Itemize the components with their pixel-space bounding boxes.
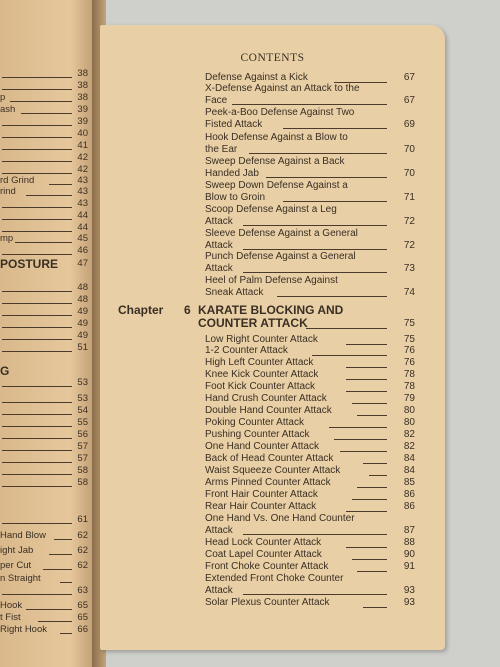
entry-page-number: 93 bbox=[403, 597, 415, 608]
contents-entry bbox=[205, 83, 415, 106]
left-page-row-page: 43 bbox=[77, 186, 88, 197]
leader-line bbox=[43, 569, 72, 570]
leader-line bbox=[249, 153, 387, 154]
leader-line bbox=[2, 594, 72, 595]
leader-line bbox=[306, 328, 387, 329]
entry-title: Heel of Palm Defense Against Sneak Attack bbox=[205, 275, 338, 298]
entry-page-number: 84 bbox=[403, 465, 415, 476]
chapter-number: 6 bbox=[184, 303, 191, 317]
leader-line bbox=[2, 89, 72, 90]
left-page-row-page: 48 bbox=[77, 294, 88, 305]
left-page-row bbox=[0, 330, 92, 342]
leader-line bbox=[2, 339, 72, 340]
entry-title: Rear Hair Counter Attack bbox=[205, 501, 317, 512]
left-page-row-page: 57 bbox=[77, 453, 88, 464]
entry-page-number: 80 bbox=[403, 417, 415, 428]
contents-entry bbox=[205, 180, 415, 203]
leader-line bbox=[2, 327, 72, 328]
entry-page-number: 80 bbox=[403, 405, 415, 416]
leader-line bbox=[243, 272, 387, 273]
leader-line bbox=[2, 386, 72, 387]
left-page-row bbox=[0, 465, 92, 477]
left-page-row bbox=[0, 514, 92, 526]
left-page-row-page: 65 bbox=[77, 612, 88, 623]
left-page-row bbox=[0, 377, 92, 389]
left-page-row-page: 41 bbox=[77, 140, 88, 151]
leader-line bbox=[2, 523, 72, 524]
entry-page-number: 90 bbox=[403, 549, 415, 560]
entry-title: One Hand Counter Attack bbox=[205, 441, 319, 452]
entry-page-number: 72 bbox=[403, 215, 415, 227]
leader-line bbox=[54, 539, 72, 540]
contents-entry bbox=[205, 453, 415, 465]
left-page-row-page: 55 bbox=[77, 417, 88, 428]
contents-entry bbox=[205, 251, 415, 274]
left-page-row-page: 63 bbox=[77, 585, 88, 596]
entry-page-number: 88 bbox=[403, 537, 415, 548]
leader-line bbox=[346, 547, 387, 548]
contents-entry bbox=[205, 489, 415, 501]
left-page-row bbox=[0, 600, 92, 612]
entry-title: X-Defense Against an Attack to the Face bbox=[205, 83, 360, 106]
left-page-row bbox=[0, 318, 92, 330]
left-page-row bbox=[0, 393, 92, 405]
left-page-row-page: 53 bbox=[77, 377, 88, 388]
leader-line bbox=[49, 554, 72, 555]
leader-line bbox=[2, 231, 72, 232]
left-page-row-text: rd Grind bbox=[0, 175, 35, 186]
left-page-row-page: 38 bbox=[77, 92, 88, 103]
contents-entry bbox=[205, 369, 415, 381]
entry-title: Hook Defense Against a Blow to the Ear bbox=[205, 132, 348, 155]
left-page-row-page: 49 bbox=[77, 330, 88, 341]
left-page-row bbox=[0, 80, 92, 92]
leader-line bbox=[26, 195, 72, 196]
left-page-row-text: ight Jab bbox=[0, 545, 34, 556]
leader-line bbox=[10, 101, 72, 102]
leader-line bbox=[2, 219, 72, 220]
left-page-row bbox=[0, 245, 92, 257]
left-page-row-page: 42 bbox=[77, 164, 88, 175]
entry-title: Double Hand Counter Attack bbox=[205, 405, 332, 416]
leader-line bbox=[232, 104, 387, 105]
left-page-row bbox=[0, 429, 92, 441]
leader-line bbox=[346, 511, 387, 512]
contents-entry bbox=[205, 417, 415, 429]
entry-page-number: 69 bbox=[403, 118, 415, 130]
left-page-row-page: 49 bbox=[77, 306, 88, 317]
left-page-row-page: 56 bbox=[77, 429, 88, 440]
leader-line bbox=[283, 201, 387, 202]
leader-line bbox=[2, 173, 72, 174]
leader-line bbox=[26, 609, 72, 610]
leader-line bbox=[49, 184, 72, 185]
left-page-row bbox=[0, 453, 92, 465]
contents-entry bbox=[205, 501, 415, 513]
left-page-row-text: p bbox=[0, 92, 6, 103]
contents-entry bbox=[205, 537, 415, 549]
leader-line bbox=[2, 125, 72, 126]
leader-line bbox=[2, 77, 72, 78]
left-page-row-page: 47 bbox=[77, 258, 88, 269]
left-page-row bbox=[0, 128, 92, 140]
left-page-row-page: 44 bbox=[77, 222, 88, 233]
left-page-row bbox=[0, 233, 92, 245]
left-page-row-page: 38 bbox=[77, 80, 88, 91]
entry-page-number: 67 bbox=[403, 94, 415, 106]
left-page-row-text: Hook bbox=[0, 600, 23, 611]
leader-line bbox=[21, 113, 72, 114]
entry-title: One Hand Vs. One Hand Counter Attack bbox=[205, 513, 355, 536]
contents-entry bbox=[205, 393, 415, 405]
entry-title: Extended Front Choke Counter Attack bbox=[205, 573, 344, 596]
leader-line bbox=[329, 427, 387, 428]
entry-title: Waist Squeeze Counter Attack bbox=[205, 465, 341, 476]
leader-line bbox=[277, 296, 387, 297]
leader-line bbox=[2, 303, 72, 304]
left-page-row-page: 62 bbox=[77, 560, 88, 571]
left-page-row-text: n Straight bbox=[0, 573, 41, 584]
left-page-row-text: t Fist bbox=[0, 612, 21, 623]
left-page-row bbox=[0, 306, 92, 318]
leader-line bbox=[2, 137, 72, 138]
entry-page-number: 67 bbox=[403, 72, 415, 83]
left-page-row bbox=[0, 477, 92, 489]
leader-line bbox=[352, 559, 388, 560]
left-page-row bbox=[0, 405, 92, 417]
entry-page-number: 82 bbox=[403, 441, 415, 452]
entry-page-number: 86 bbox=[403, 489, 415, 500]
leader-line bbox=[2, 462, 72, 463]
left-page-row-text: rind bbox=[0, 186, 16, 197]
contents-entry bbox=[205, 477, 415, 489]
entry-title: KARATE BLOCKING AND COUNTER ATTACK bbox=[198, 303, 344, 330]
entry-title: Solar Plexus Counter Attack bbox=[205, 597, 330, 608]
entry-page-number: 78 bbox=[403, 381, 415, 392]
left-page-row-page: 48 bbox=[77, 282, 88, 293]
entry-page-number: 91 bbox=[403, 561, 415, 572]
leader-line bbox=[363, 463, 387, 464]
leader-line bbox=[2, 414, 72, 415]
entry-title: Coat Lapel Counter Attack bbox=[205, 549, 322, 560]
leader-line bbox=[60, 582, 72, 583]
left-page-row-page: 49 bbox=[77, 318, 88, 329]
contents-entry bbox=[205, 381, 415, 393]
leader-line bbox=[2, 291, 72, 292]
entry-page-number: 70 bbox=[403, 143, 415, 155]
leader-line bbox=[243, 534, 387, 535]
left-page-row-page: 58 bbox=[77, 477, 88, 488]
left-page-row-page: 62 bbox=[77, 530, 88, 541]
leader-line bbox=[340, 451, 387, 452]
left-page-row-text: ash bbox=[0, 104, 16, 115]
leader-line bbox=[243, 594, 387, 595]
left-page-row bbox=[0, 198, 92, 210]
leader-line bbox=[369, 475, 387, 476]
left-page-row bbox=[0, 624, 92, 636]
entry-title: Low Right Counter Attack bbox=[205, 334, 318, 345]
right-page bbox=[100, 25, 445, 650]
left-page-row-text: G bbox=[0, 364, 10, 378]
left-page-row bbox=[0, 417, 92, 429]
entry-page-number: 87 bbox=[403, 524, 415, 536]
left-page-row bbox=[0, 116, 92, 128]
left-page-row bbox=[0, 258, 92, 270]
leader-line bbox=[243, 225, 387, 226]
entry-title: Back of Head Counter Attack bbox=[205, 453, 334, 464]
contents-entry bbox=[205, 334, 415, 346]
entry-title: Arms Pinned Counter Attack bbox=[205, 477, 331, 488]
leader-line bbox=[15, 242, 72, 243]
entry-page-number: 76 bbox=[403, 345, 415, 356]
entry-page-number: 75 bbox=[403, 334, 415, 345]
leader-line bbox=[2, 450, 72, 451]
contents-entry bbox=[205, 132, 415, 155]
contents-entry bbox=[205, 513, 415, 536]
left-page-row-page: 45 bbox=[77, 233, 88, 244]
leader-line bbox=[2, 207, 72, 208]
left-page-row bbox=[0, 282, 92, 294]
left-page-row-page: 44 bbox=[77, 210, 88, 221]
entry-page-number: 93 bbox=[403, 584, 415, 596]
chapter-heading bbox=[118, 304, 415, 330]
leader-line bbox=[363, 607, 387, 608]
leader-line bbox=[2, 351, 72, 352]
leader-line bbox=[334, 439, 387, 440]
entry-title: Poking Counter Attack bbox=[205, 417, 304, 428]
entry-page-number: 79 bbox=[403, 393, 415, 404]
leader-line bbox=[2, 486, 72, 487]
contents-entry bbox=[205, 405, 415, 417]
left-page-row bbox=[0, 152, 92, 164]
leader-line bbox=[38, 621, 72, 622]
entry-title: Sweep Defense Against a Back Handed Jab bbox=[205, 156, 345, 179]
contents-entry bbox=[205, 561, 415, 573]
leader-line bbox=[346, 379, 387, 380]
leader-line bbox=[2, 438, 72, 439]
leader-line bbox=[312, 355, 387, 356]
entry-page-number: 82 bbox=[403, 429, 415, 440]
left-page-row bbox=[0, 294, 92, 306]
left-page-row bbox=[0, 545, 92, 557]
leader-line bbox=[357, 415, 387, 416]
leader-line bbox=[357, 487, 387, 488]
entry-title: Peek-a-Boo Defense Against Two Fisted Attack bbox=[205, 107, 355, 130]
left-page-row-page: 66 bbox=[77, 624, 88, 635]
leader-line bbox=[266, 177, 387, 178]
left-page-row-page: 46 bbox=[77, 245, 88, 256]
left-page-row bbox=[0, 210, 92, 222]
left-page-row-text: POSTURE bbox=[0, 257, 59, 271]
entry-page-number: 76 bbox=[403, 357, 415, 368]
left-page-row bbox=[0, 140, 92, 152]
contents-entry bbox=[205, 573, 415, 596]
entry-title: Front Choke Counter Attack bbox=[205, 561, 329, 572]
left-page-row bbox=[0, 441, 92, 453]
contents-entry bbox=[205, 345, 415, 357]
entry-page-number: 78 bbox=[403, 369, 415, 380]
left-page-row bbox=[0, 530, 92, 542]
entry-title: Front Hair Counter Attack bbox=[205, 489, 318, 500]
left-page-row-page: 62 bbox=[77, 545, 88, 556]
left-page-row-page: 58 bbox=[77, 465, 88, 476]
contents-entry bbox=[205, 107, 415, 130]
leader-line bbox=[352, 403, 388, 404]
left-page-row-page: 40 bbox=[77, 128, 88, 139]
left-page-row bbox=[0, 186, 92, 198]
entry-page-number: 86 bbox=[403, 501, 415, 512]
entry-title: Pushing Counter Attack bbox=[205, 429, 310, 440]
entry-title: High Left Counter Attack bbox=[205, 357, 314, 368]
left-page bbox=[0, 0, 100, 667]
leader-line bbox=[2, 474, 72, 475]
left-page-row bbox=[0, 68, 92, 80]
leader-line bbox=[2, 149, 72, 150]
contents-entry bbox=[205, 357, 415, 369]
left-page-row-page: 42 bbox=[77, 152, 88, 163]
contents-entry bbox=[205, 204, 415, 227]
entry-title: Foot Kick Counter Attack bbox=[205, 381, 316, 392]
left-page-row-page: 39 bbox=[77, 104, 88, 115]
left-page-row-page: 65 bbox=[77, 600, 88, 611]
entry-title: 1-2 Counter Attack bbox=[205, 345, 288, 356]
left-page-row-page: 57 bbox=[77, 441, 88, 452]
left-page-row-text: Hand Blow bbox=[0, 530, 46, 541]
contents-entry bbox=[205, 228, 415, 251]
left-page-row bbox=[0, 342, 92, 354]
entry-title: Scoop Defense Against a Leg Attack bbox=[205, 204, 337, 227]
page-title: CONTENTS bbox=[240, 52, 305, 64]
left-page-row bbox=[0, 585, 92, 597]
chapter-label: Chapter bbox=[118, 303, 164, 317]
leader-line bbox=[2, 426, 72, 427]
leader-line bbox=[2, 402, 72, 403]
entry-page-number: 84 bbox=[403, 453, 415, 464]
left-page-row bbox=[0, 104, 92, 116]
left-page-row-page: 51 bbox=[77, 342, 88, 353]
entry-page-number: 71 bbox=[403, 191, 415, 203]
leader-line bbox=[357, 571, 387, 572]
contents-entry bbox=[205, 156, 415, 179]
left-page-row bbox=[0, 365, 92, 377]
contents-entry bbox=[205, 429, 415, 441]
left-page-row-page: 61 bbox=[77, 514, 88, 525]
entry-page-number: 74 bbox=[403, 286, 415, 298]
leader-line bbox=[346, 391, 387, 392]
contents-entry bbox=[205, 72, 415, 84]
contents-entry bbox=[205, 441, 415, 453]
contents-entry bbox=[205, 465, 415, 477]
left-page-row-page: 38 bbox=[77, 68, 88, 79]
entry-title: Punch Defense Against a General Attack bbox=[205, 251, 356, 274]
entry-page-number: 72 bbox=[403, 239, 415, 251]
leader-line bbox=[2, 315, 72, 316]
left-page-row-page: 39 bbox=[77, 116, 88, 127]
entry-title: Defense Against a Kick bbox=[205, 72, 308, 83]
contents-entry bbox=[205, 275, 415, 298]
left-page-row-page: 43 bbox=[77, 198, 88, 209]
entry-title: Hand Crush Counter Attack bbox=[205, 393, 327, 404]
left-page-row bbox=[0, 573, 92, 585]
entry-title: Head Lock Counter Attack bbox=[205, 537, 322, 548]
entry-title: Sleeve Defense Against a General Attack bbox=[205, 228, 358, 251]
entry-page-number: 75 bbox=[403, 318, 415, 329]
entry-page-number: 85 bbox=[403, 477, 415, 488]
entry-title: Knee Kick Counter Attack bbox=[205, 369, 319, 380]
leader-line bbox=[2, 161, 72, 162]
left-page-row bbox=[0, 560, 92, 572]
left-page-row-text: mp bbox=[0, 233, 14, 244]
left-page-row bbox=[0, 92, 92, 104]
left-page-row-text: per Cut bbox=[0, 560, 32, 571]
contents-entry bbox=[205, 597, 415, 609]
left-page-row-text: Right Hook bbox=[0, 624, 47, 635]
leader-line bbox=[283, 128, 387, 129]
left-page-row-page: 43 bbox=[77, 175, 88, 186]
leader-line bbox=[346, 367, 387, 368]
leader-line bbox=[60, 633, 72, 634]
entry-page-number: 73 bbox=[403, 262, 415, 274]
left-page-row bbox=[0, 612, 92, 624]
leader-line bbox=[2, 254, 72, 255]
entry-page-number: 70 bbox=[403, 167, 415, 179]
contents-entry bbox=[205, 549, 415, 561]
leader-line bbox=[352, 499, 388, 500]
entry-title: Sweep Down Defense Against a Blow to Groin bbox=[205, 180, 348, 203]
left-page-row-page: 54 bbox=[77, 405, 88, 416]
left-page-row-page: 53 bbox=[77, 393, 88, 404]
